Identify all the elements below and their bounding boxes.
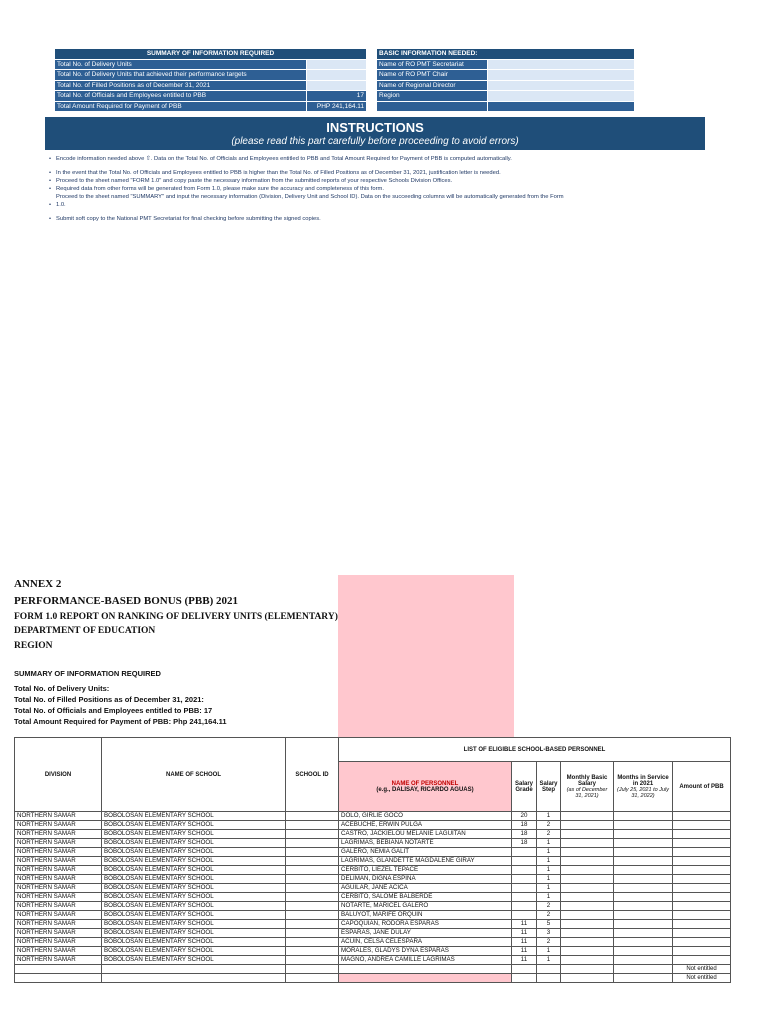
cell-division: NORTHERN SAMAR xyxy=(15,812,102,821)
summary-label: Total No. of Delivery Units that achieved their performance targets xyxy=(55,70,307,81)
cell-school: BOBOLOSAN ELEMENTARY SCHOOL xyxy=(102,812,286,821)
col-months-note: (July 25, 2021 to July 31, 2022) xyxy=(617,786,669,799)
instructions-subtitle: (please read this part carefully before proceeding to avoid errors) xyxy=(231,136,519,147)
cell-school: BOBOLOSAN ELEMENTARY SCHOOL xyxy=(102,839,286,848)
basic-info-label: Name of Regional Director xyxy=(377,80,488,91)
cell-grade xyxy=(512,911,537,920)
table-row xyxy=(15,956,731,965)
summary-block-title: SUMMARY OF INFORMATION REQUIRED xyxy=(14,669,161,678)
cell-name: MAGNO, ANDREA CAMILLE LAGRIMAS xyxy=(339,956,512,965)
cell-salary xyxy=(561,947,614,956)
cell-salary xyxy=(561,938,614,947)
summary-value-cell[interactable] xyxy=(307,59,367,70)
cell-name: ACEBUCHE, ERWIN PULGA xyxy=(339,821,512,830)
highlight-block xyxy=(338,575,514,737)
cell-grade xyxy=(512,866,537,875)
table-row xyxy=(15,947,731,956)
cell-id xyxy=(286,848,339,857)
cell-months xyxy=(614,911,673,920)
cell-amount xyxy=(673,830,731,839)
cell-empty xyxy=(512,974,537,983)
cell-salary xyxy=(561,839,614,848)
cell-id xyxy=(286,884,339,893)
cell-division: NORTHERN SAMAR xyxy=(15,830,102,839)
cell-empty xyxy=(561,965,614,974)
cell-id xyxy=(286,947,339,956)
instruction-item: • Required data from other forms will be generated from Form 1.0, please make sure the accuracy and completeness of this form. xyxy=(48,185,708,193)
cell-step: 1 xyxy=(537,947,561,956)
instruction-item: • Proceed to the sheet named "FORM 1.0" and copy paste the necessary information from the submitted reports of your respective Schools Division Offices. xyxy=(48,177,708,185)
cell-salary xyxy=(561,857,614,866)
basic-info-label: Region xyxy=(377,91,488,102)
table-row xyxy=(15,902,731,911)
cell-id xyxy=(286,956,339,965)
cell-division: NORTHERN SAMAR xyxy=(15,839,102,848)
cell-amount xyxy=(673,857,731,866)
col-salary xyxy=(561,762,614,812)
cell-months xyxy=(614,848,673,857)
cell-empty xyxy=(102,974,286,983)
cell-grade: 11 xyxy=(512,956,537,965)
instructions-list xyxy=(48,155,708,223)
col-group-header: LIST OF ELIGIBLE SCHOOL-BASED PERSONNEL xyxy=(339,738,731,762)
table-row xyxy=(15,929,731,938)
cell-school: BOBOLOSAN ELEMENTARY SCHOOL xyxy=(102,947,286,956)
cell-step: 5 xyxy=(537,920,561,929)
cell-months xyxy=(614,812,673,821)
summary-line: Total Amount Required for Payment of PBB: Php 241,164.11 xyxy=(14,717,227,726)
annex-label: ANNEX 2 xyxy=(14,578,62,590)
cell-id xyxy=(286,920,339,929)
cell-empty xyxy=(15,965,102,974)
basic-info-table xyxy=(376,48,635,112)
table-row xyxy=(15,830,731,839)
cell-months xyxy=(614,839,673,848)
cell-months xyxy=(614,902,673,911)
cell-empty xyxy=(286,974,339,983)
instruction-item: • In the event that the Total No. of Officials and Employees entitled to PBB is higher than the Total No. of Filled Positions as of December 31, 2021, justification letter is needed. xyxy=(48,169,708,177)
cell-name: CASTRO, JACKIELOU MELANIE LAGUITAN xyxy=(339,830,512,839)
cell-step: 1 xyxy=(537,866,561,875)
cell-school: BOBOLOSAN ELEMENTARY SCHOOL xyxy=(102,920,286,929)
cell-division: NORTHERN SAMAR xyxy=(15,884,102,893)
cell-grade xyxy=(512,848,537,857)
cell-salary xyxy=(561,920,614,929)
summary-block xyxy=(14,668,227,727)
cell-school: BOBOLOSAN ELEMENTARY SCHOOL xyxy=(102,929,286,938)
cell-amount xyxy=(673,929,731,938)
table-row xyxy=(15,875,731,884)
cell-step: 2 xyxy=(537,911,561,920)
cell-amount xyxy=(673,866,731,875)
cell-name: LAGRIMAS, BEBIANA NOTARTE xyxy=(339,839,512,848)
summary-value-cell: 17 xyxy=(307,91,367,102)
basic-info-value-cell[interactable] xyxy=(487,59,634,70)
cell-salary xyxy=(561,911,614,920)
cell-grade: 18 xyxy=(512,821,537,830)
summary-label: Total No. of Officials and Employees entitled to PBB xyxy=(55,91,307,102)
cell-school: BOBOLOSAN ELEMENTARY SCHOOL xyxy=(102,902,286,911)
cell-empty xyxy=(102,965,286,974)
cell-step: 2 xyxy=(537,902,561,911)
cell-amount xyxy=(673,956,731,965)
instructions-banner xyxy=(45,117,705,150)
instructions-title: INSTRUCTIONS xyxy=(326,120,424,135)
cell-step: 1 xyxy=(537,857,561,866)
cell-step: 1 xyxy=(537,884,561,893)
summary-line: Total No. of Filled Positions as of December 31, 2021: xyxy=(14,695,204,704)
region-label: REGION xyxy=(14,641,53,651)
cell-grade xyxy=(512,902,537,911)
cell-step: 2 xyxy=(537,821,561,830)
cell-amount xyxy=(673,848,731,857)
cell-name: AGUILAR, JANE ACICA xyxy=(339,884,512,893)
cell-id xyxy=(286,929,339,938)
table-row xyxy=(15,857,731,866)
summary-line: Total No. of Delivery Units: xyxy=(14,684,110,693)
cell-empty xyxy=(614,965,673,974)
table-row xyxy=(15,974,731,983)
cell-months xyxy=(614,947,673,956)
cell-salary xyxy=(561,812,614,821)
basic-info-value-cell[interactable] xyxy=(487,70,634,81)
cell-id xyxy=(286,821,339,830)
col-name xyxy=(339,762,512,812)
col-grade: Salary Grade xyxy=(512,762,537,812)
cell-step: 1 xyxy=(537,875,561,884)
cell-empty xyxy=(537,974,561,983)
cell-name: DELIMAN, DIGNA ESPIÑA xyxy=(339,875,512,884)
cell-not-entitled: Not entitled xyxy=(673,965,731,974)
cell-amount xyxy=(673,812,731,821)
cell-months xyxy=(614,821,673,830)
cell-salary xyxy=(561,875,614,884)
cell-salary xyxy=(561,848,614,857)
cell-salary xyxy=(561,893,614,902)
cell-salary xyxy=(561,830,614,839)
cell-id xyxy=(286,938,339,947)
cell-months xyxy=(614,956,673,965)
cell-name: DOLO, GIRLIE GOCO xyxy=(339,812,512,821)
cell-months xyxy=(614,884,673,893)
cell-amount xyxy=(673,893,731,902)
cell-salary xyxy=(561,884,614,893)
cell-months xyxy=(614,830,673,839)
cell-name: CERBITO, LIEZEL TEPACE xyxy=(339,866,512,875)
cell-step: 1 xyxy=(537,839,561,848)
cell-step: 1 xyxy=(537,812,561,821)
cell-months xyxy=(614,866,673,875)
cell-grade: 18 xyxy=(512,830,537,839)
col-step: Salary Step xyxy=(537,762,561,812)
cell-division: NORTHERN SAMAR xyxy=(15,875,102,884)
cell-name: CAPOQUIAN, RODORA ESPARAS xyxy=(339,920,512,929)
cell-amount xyxy=(673,947,731,956)
col-school: NAME OF SCHOOL xyxy=(102,738,286,812)
cell-grade xyxy=(512,875,537,884)
cell-division: NORTHERN SAMAR xyxy=(15,866,102,875)
basic-info-label: Name of RO PMT Secretariat xyxy=(377,59,488,70)
table-row xyxy=(15,920,731,929)
cell-name: ACUIN, CELSA CELESPARA xyxy=(339,938,512,947)
table-row xyxy=(15,866,731,875)
annex-header xyxy=(14,577,338,654)
cell-amount xyxy=(673,938,731,947)
cell-name: MORALES, GLADYS DYNA ESPARAS xyxy=(339,947,512,956)
summary-value-cell[interactable] xyxy=(307,70,367,81)
cell-step: 1 xyxy=(537,893,561,902)
cell-amount xyxy=(673,902,731,911)
col-months xyxy=(614,762,673,812)
cell-empty xyxy=(339,974,512,983)
table-row xyxy=(15,848,731,857)
form-title: FORM 1.0 REPORT ON RANKING OF DELIVERY UNITS (ELEMENTARY) xyxy=(14,612,338,622)
cell-grade: 11 xyxy=(512,938,537,947)
table-row xyxy=(15,965,731,974)
table-row xyxy=(15,821,731,830)
cell-salary xyxy=(561,821,614,830)
cell-school: BOBOLOSAN ELEMENTARY SCHOOL xyxy=(102,911,286,920)
summary-label: Total No. of Delivery Units xyxy=(55,59,307,70)
cell-id xyxy=(286,839,339,848)
cell-grade: 11 xyxy=(512,920,537,929)
basic-info-label: Name of RO PMT Chair xyxy=(377,70,488,81)
cell-amount xyxy=(673,821,731,830)
cell-division: NORTHERN SAMAR xyxy=(15,938,102,947)
department-name: DEPARTMENT OF EDUCATION xyxy=(14,626,156,636)
basic-info-header: BASIC INFORMATION NEEDED: xyxy=(377,49,635,60)
summary-value-cell[interactable] xyxy=(307,80,367,91)
cell-division: NORTHERN SAMAR xyxy=(15,848,102,857)
cell-empty xyxy=(561,974,614,983)
cell-division: NORTHERN SAMAR xyxy=(15,902,102,911)
basic-info-value-cell[interactable] xyxy=(487,80,634,91)
cell-empty xyxy=(339,965,512,974)
cell-amount xyxy=(673,839,731,848)
cell-id xyxy=(286,911,339,920)
col-name-example: (e.g., DALISAY, RICARDO AGUAS) xyxy=(376,786,474,793)
cell-division: NORTHERN SAMAR xyxy=(15,821,102,830)
cell-division: NORTHERN SAMAR xyxy=(15,956,102,965)
cell-salary xyxy=(561,902,614,911)
cell-name: NOTARTE, MARICEL GALERO xyxy=(339,902,512,911)
cell-salary xyxy=(561,956,614,965)
cell-amount xyxy=(673,875,731,884)
table-row xyxy=(15,839,731,848)
cell-grade: 18 xyxy=(512,839,537,848)
cell-months xyxy=(614,857,673,866)
cell-grade xyxy=(512,884,537,893)
cell-empty xyxy=(614,974,673,983)
table-row xyxy=(15,893,731,902)
summary-label: Total No. of Filled Positions as of December 31, 2021 xyxy=(55,80,307,91)
cell-empty xyxy=(15,974,102,983)
cell-school: BOBOLOSAN ELEMENTARY SCHOOL xyxy=(102,956,286,965)
cell-empty xyxy=(512,965,537,974)
cell-id xyxy=(286,875,339,884)
summary-label: Total Amount Required for Payment of PBB xyxy=(55,101,307,112)
cell-step: 1 xyxy=(537,956,561,965)
cell-step: 2 xyxy=(537,830,561,839)
cell-school: BOBOLOSAN ELEMENTARY SCHOOL xyxy=(102,893,286,902)
cell-step: 3 xyxy=(537,929,561,938)
cell-name: BALUYOT, MARIFE ORQUIN xyxy=(339,911,512,920)
cell-school: BOBOLOSAN ELEMENTARY SCHOOL xyxy=(102,875,286,884)
cell-division: NORTHERN SAMAR xyxy=(15,929,102,938)
cell-school: BOBOLOSAN ELEMENTARY SCHOOL xyxy=(102,866,286,875)
cell-empty xyxy=(286,965,339,974)
cell-empty xyxy=(537,965,561,974)
cell-not-entitled: Not entitled xyxy=(673,974,731,983)
col-salary-note: (as of December 31, 2021) xyxy=(566,786,608,799)
cell-id xyxy=(286,857,339,866)
cell-months xyxy=(614,893,673,902)
cell-id xyxy=(286,902,339,911)
cell-amount xyxy=(673,920,731,929)
cell-division: NORTHERN SAMAR xyxy=(15,947,102,956)
cell-school: BOBOLOSAN ELEMENTARY SCHOOL xyxy=(102,884,286,893)
cell-id xyxy=(286,830,339,839)
summary-line: Total No. of Officials and Employees entitled to PBB: 17 xyxy=(14,706,213,715)
cell-months xyxy=(614,938,673,947)
cell-amount xyxy=(673,911,731,920)
cell-months xyxy=(614,875,673,884)
cell-grade: 20 xyxy=(512,812,537,821)
cell-grade xyxy=(512,857,537,866)
cell-school: BOBOLOSAN ELEMENTARY SCHOOL xyxy=(102,821,286,830)
cell-division: NORTHERN SAMAR xyxy=(15,893,102,902)
instruction-item: Proceed to the sheet named "SUMMARY" and input the necessary information (Division, Delivery Unit and School ID). Data on the succeeding columns will be automatically generated from the Form xyxy=(56,194,564,200)
summary-header: SUMMARY OF INFORMATION REQUIRED xyxy=(55,49,367,60)
cell-name: GALERO, NEMIA GALIT xyxy=(339,848,512,857)
cell-division: NORTHERN SAMAR xyxy=(15,857,102,866)
basic-info-value-cell xyxy=(487,101,634,112)
cell-grade: 11 xyxy=(512,947,537,956)
cell-salary xyxy=(561,929,614,938)
basic-info-value-cell[interactable] xyxy=(487,91,634,102)
table-row xyxy=(15,911,731,920)
cell-step: 1 xyxy=(537,848,561,857)
cell-salary xyxy=(561,866,614,875)
table-row xyxy=(15,938,731,947)
cell-step: 2 xyxy=(537,938,561,947)
instruction-item: • Encode information needed above ⇧. Data on the Total No. of Officials and Employees entitled to PBB and Total Amount Required for Payment of PBB is computed automatically. xyxy=(48,155,708,163)
instruction-item: • Submit soft copy to the National PMT Secretariat for final checking before submitting the signed copies. xyxy=(48,215,708,223)
cell-grade xyxy=(512,893,537,902)
cell-id xyxy=(286,866,339,875)
cell-division: NORTHERN SAMAR xyxy=(15,920,102,929)
cell-amount xyxy=(673,884,731,893)
col-months-label: Months in Service in 2021 xyxy=(617,774,669,787)
basic-info-label xyxy=(377,101,488,112)
table-row xyxy=(15,812,731,821)
cell-id xyxy=(286,893,339,902)
personnel-table xyxy=(14,737,731,983)
cell-name: CERBITO, SALOME BALBERDE xyxy=(339,893,512,902)
cell-school: BOBOLOSAN ELEMENTARY SCHOOL xyxy=(102,938,286,947)
cell-division: NORTHERN SAMAR xyxy=(15,911,102,920)
document-title: PERFORMANCE-BASED BONUS (PBB) 2021 xyxy=(14,595,238,607)
col-salary-label: Monthly Basic Salary xyxy=(566,774,608,787)
instruction-item: • 1.0. xyxy=(48,201,708,209)
cell-name: ESPARAS, JANE DULAY xyxy=(339,929,512,938)
cell-school: BOBOLOSAN ELEMENTARY SCHOOL xyxy=(102,857,286,866)
cell-school: BOBOLOSAN ELEMENTARY SCHOOL xyxy=(102,830,286,839)
col-school-id: SCHOOL ID xyxy=(286,738,339,812)
cell-grade: 11 xyxy=(512,929,537,938)
summary-value-cell: PHP 241,164.11 xyxy=(307,101,367,112)
col-amount: Amount of PBB xyxy=(673,762,731,812)
cell-months xyxy=(614,920,673,929)
cell-id xyxy=(286,812,339,821)
col-division: DIVISION xyxy=(15,738,102,812)
table-row xyxy=(15,884,731,893)
cell-school: BOBOLOSAN ELEMENTARY SCHOOL xyxy=(102,848,286,857)
cell-name: LAGRIMAS, GLANDETTE MAGDALENE GIRAY xyxy=(339,857,512,866)
cell-months xyxy=(614,929,673,938)
col-name-label: NAME OF PERSONNEL xyxy=(391,780,459,787)
summary-info-table xyxy=(54,48,367,112)
